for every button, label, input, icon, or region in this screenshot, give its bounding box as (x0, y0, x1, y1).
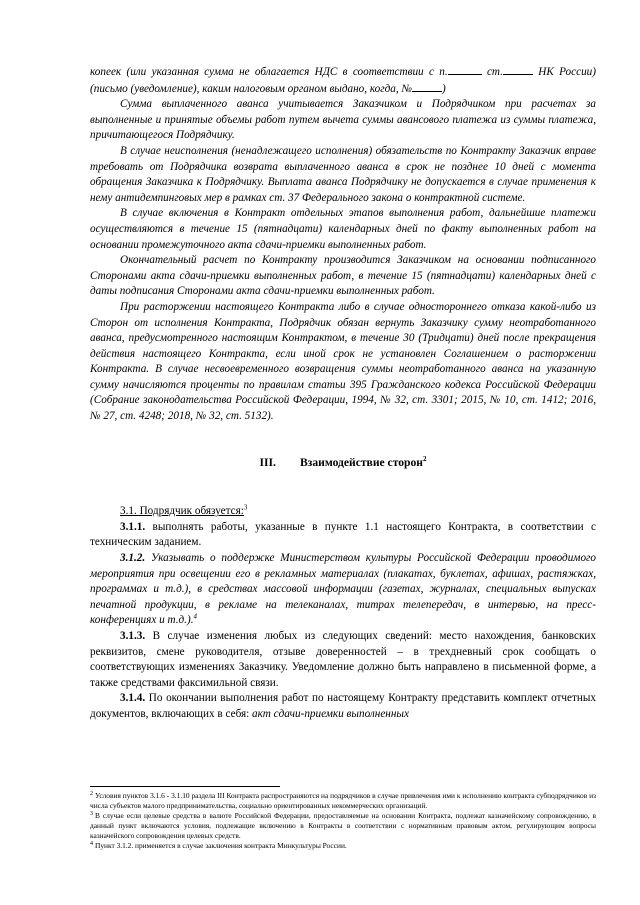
clause-3-1-heading-text: 3.1. Подрядчик обязуется: (120, 505, 244, 518)
clause-3-1-3 (90, 629, 596, 691)
vat-note-text-d: ) (442, 82, 446, 95)
footnote-ref-4: 4 (193, 612, 198, 621)
footnote-2-text: Условия пунктов 3.1.6 - 3.1.10 раздела III Контракта распространяются на подрядчиков в случае привлечения ими к исполнению контракта субподрядчиков из числа субъектов малого предпринимательства, социально ориентированных некоммерческих организаций. (90, 791, 596, 810)
vat-note-text-b: ст. (486, 66, 503, 78)
section-title (90, 455, 596, 471)
clause-3-1-2 (90, 551, 596, 629)
clause-3-1-4-number: 3.1.4. (120, 692, 146, 705)
footnote-3-number: 3 (90, 810, 93, 817)
footnote-2-number: 2 (90, 790, 93, 797)
clause-3-1-2-text: Указывать о поддержке Министерством культуры Российской Федерации проводимого мероприятия при освещении его в рекламных материалах (плакатах, буклетах, афишах, растяжках, программах и т.д.), в средствах массовой информации (газетах, журналах, специальных выпусках печатной продукции, в рекламе на телеканалах, титрах телепередач, в интервью, на пресс-конференциях и т.д.). (90, 552, 596, 627)
clause-3-1-3-number: 3.1.3. (120, 630, 146, 642)
paragraph-advance-offset: Сумма выплаченного аванса учитывается Заказчиком и Подрядчиком при расчетах за выполненные и принятые объемы работ путем вычета суммы авансового платежа из суммы платежа, причитающегося Подрядчику. (90, 98, 596, 142)
clause-3-1-4-text: По окончании выполнения работ по настоящему Контракту представить комплект отчетных документов, включающих в себя: (90, 692, 597, 720)
footnote-4-number: 4 (90, 840, 93, 847)
blank-field-article (503, 64, 533, 75)
footnotes (90, 786, 596, 851)
vat-note-text-a: копеек (или указанная сумма не облагается НДС в соответствии с п. (90, 66, 448, 78)
paragraph-final-settlement: Окончательный расчет по Контракту производится Заказчиком на основании подписанного Сторонами акта сдачи-приемки выполненных работ, в течение 15 (пятнадцати) календарных дней с даты подписания Сторонами акта сдачи-приемки выполненных работ. (90, 254, 596, 298)
footnote-divider (90, 786, 280, 787)
footnote-ref-2: 2 (422, 454, 427, 463)
clause-3-1-4 (90, 691, 596, 722)
clause-3-1-2-number: 3.1.2. (120, 552, 146, 565)
clause-3-1-3-text: В случае изменения любых из следующих сведений: место нахождения, банковских реквизитов, смене руководителя, отзыве доверенностей – в трехдневный срок сообщать о соответствующих изменениях Заказчику. Уведомление должно быть направлено в письменной форме, а также средствами факсимильной связи. (90, 630, 597, 689)
paragraph-advance-return: В случае неисполнения (ненадлежащего исполнения) обязательств по Контракту Заказчик вправе требовать от Подрядчика возврата выплаченного аванса в срок не позднее 10 дней с момента обращения Заказчика к Подрядчику. Выплата аванса Подрядчику не допускается в случае применения к нему антидемпинговых мер в рамках ст. 37 Федерального закона о контрактной системе. (90, 144, 596, 204)
footnote-ref-3: 3 (243, 503, 248, 512)
paragraph-vat-note (90, 64, 596, 97)
contract-body (90, 64, 596, 723)
blank-field-clause (448, 64, 482, 75)
vat-note-text-c: НК России) (письмо (уведомление), каким налоговым органом выдано, когда, № (90, 66, 596, 95)
section-number: III. (259, 455, 276, 469)
footnote-4-text: Пункт 3.1.2. применяется в случае заключения контракта Минкультуры России. (95, 841, 347, 850)
clause-3-1-1-number: 3.1.1. (120, 520, 146, 533)
paragraph-termination: При расторжении настоящего Контракта либо в случае одностороннего отказа какой-либо из Сторон от исполнения Контракта, Подрядчик обязан вернуть Заказчику сумму неотработанного аванса, предусмотренного настоящим Контрактом, в течение 30 (Тридцати) дней после прекращения действия настоящего Контракта, если иной срок не установлен Соглашением о расторжении Контракта. В случае несвоевременного возвращения суммы неотработанного аванса на указанную сумму начисляются проценты по правилам статьи 395 Гражданского кодекса Российской Федерации (Собрание законодательства Российской Федерации, 1994, № 32, ст. 3301; 2015, № 10, ст. 1412; 2016, № 27, ст. 4248; 2018, № 32, ст. 5132). (90, 300, 596, 423)
clause-3-1-1 (90, 520, 596, 551)
clause-3-1-4-text-italic: акт сдачи-приемки выполненных (252, 707, 409, 720)
section-title-text: Взаимодействие сторон (299, 455, 423, 469)
blank-field-letter-number (412, 81, 442, 92)
footnote-3-text: В случае если целевые средства в валюте Российской Федерации, предоставляемые на основании Контракта, подлежат казначейскому сопровождению, в данный пункт включаются условия, подлежащие включению в Контракты в соответствии с нормативным правовым актом, регулирующим вопросы казначейского сопровождения целевых средств. (90, 811, 596, 840)
footnote-2 (90, 791, 596, 811)
clause-3-1-heading (90, 504, 596, 520)
clause-3-1-1-text: выполнять работы, указанные в пункте 1.1 настоящего Контракта, в соответствии с техническим заданием. (90, 520, 596, 549)
footnote-4 (90, 841, 596, 851)
paragraph-stage-payments: В случае включения в Контракт отдельных этапов выполнения работ, дальнейшие платежи осуществляются в течение 15 (пятнадцати) календарных дней по факту выполненных работ на основании промежуточного акта сдачи-приемки выполненных работ. (90, 207, 596, 251)
footnote-3 (90, 811, 596, 841)
